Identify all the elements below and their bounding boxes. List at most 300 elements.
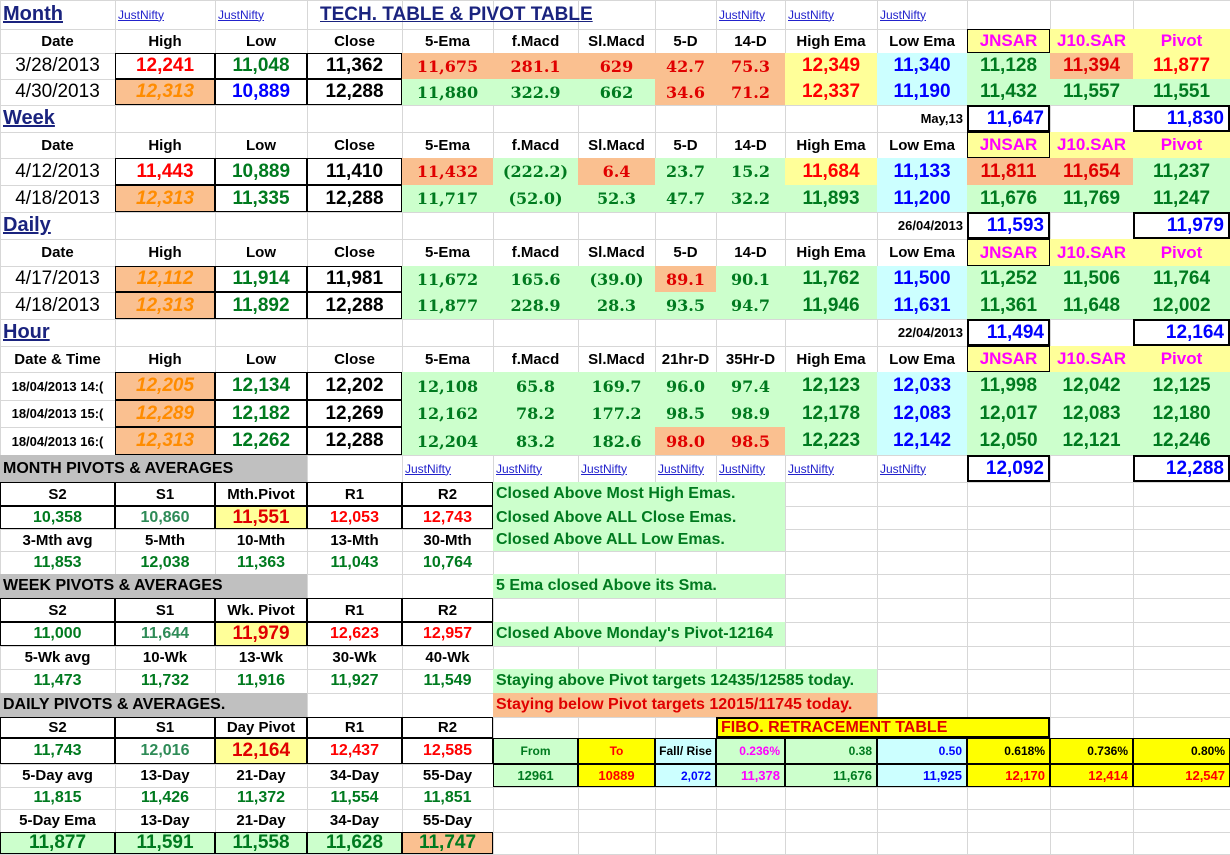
col-header-high_ema: High Ema [796,136,866,154]
cell-slmacd: 629 [578,53,655,79]
cell-low_ema: 11,631 [877,292,967,319]
cell-jnsar: 12,017 [967,400,1050,427]
col-header-low_ema: Low Ema [889,350,955,368]
cell-j10sar: 11,557 [1050,79,1133,105]
cell-pivot: 12,246 [1133,427,1230,455]
cell-d14: 98.5 [716,427,785,455]
ema-header: 5-Day Ema [19,812,96,829]
cell-high_ema: 12,337 [785,79,877,105]
summary-pivot: 12,164 [1133,319,1230,346]
cell-fmacd: 65.8 [493,372,578,400]
col-header-low_ema: Low Ema [889,136,955,154]
cell-date: 4/17/2013 [15,268,100,289]
cell-d14: 97.4 [716,372,785,400]
cell-d5: 96.0 [655,372,716,400]
cell-d5: 98.5 [655,400,716,427]
cell-pivot: 12,002 [1133,292,1230,319]
ema-header: 34-Day [329,812,380,829]
note: 5 Ema closed Above its Sma. [493,574,785,598]
watermark-link: JustNifty [405,461,452,476]
cell-ema5: 12,108 [402,372,493,400]
pivot-header: Wk. Pivot [215,598,307,622]
pivot-value: 12,623 [307,622,402,646]
pivot-value: 12,437 [307,738,402,764]
pivot-value: 12,957 [402,622,493,646]
fibo-header: 0.38 [785,738,877,764]
summary-label: 22/04/2013 [897,325,963,340]
pivot-header: R1 [307,717,402,738]
pivot-header: R1 [307,482,402,506]
col-header-fmacd: f.Macd [511,136,560,154]
pivot-header: S2 [0,717,115,738]
pivot-header: R2 [402,598,493,622]
cell-close: 11,410 [307,158,402,185]
watermark-link: JustNifty [719,7,766,22]
cell-jnsar: 11,252 [967,266,1050,292]
col-header-date_time: Date & Time [14,350,101,368]
pivot-value: 11,000 [0,622,115,646]
col-header-high_ema: High Ema [796,244,866,261]
cell-d14: 71.2 [716,79,785,105]
cell-pivot: 11,877 [1133,53,1230,79]
cell-date: 18/04/2013 14:( [11,378,104,394]
watermark-link: JustNifty [880,461,927,476]
cell-low_ema: 11,200 [877,185,967,212]
cell-d14: 90.1 [716,266,785,292]
col-header-low: Low [246,32,276,50]
cell-high: 11,443 [115,158,215,185]
cell-jnsar: 11,998 [967,372,1050,400]
col-header-high: High [148,32,182,50]
note: Staying above Pivot targets 12435/12585 today. [493,669,877,693]
cell-high: 12,313 [115,79,215,105]
avg-header: 3-Mth avg [22,531,93,549]
cell-ema5: 11,877 [402,292,493,319]
cell-fmacd: 165.6 [493,266,578,292]
watermark-link: JustNifty [788,461,835,476]
avg-value: 11,853 [33,553,82,571]
fibo-value: 11,378 [716,764,785,787]
avg-header: 10-Mth [236,531,286,549]
pivot-header: S2 [0,598,115,622]
cell-d5: 98.0 [655,427,716,455]
col-header-d14: 14-D [734,32,767,50]
summary-pivot: 11,830 [1133,105,1230,132]
col-header-ema5: 5-Ema [424,244,471,261]
cell-j10sar: 12,042 [1050,372,1133,400]
fibo-header: From [493,738,578,764]
cell-pivot: 12,180 [1133,400,1230,427]
avg-header: 40-Wk [425,649,470,666]
avg-header: 21-Day [236,767,286,784]
pivot-value: 11,979 [215,622,307,646]
cell-jnsar: 11,432 [967,79,1050,105]
col-header-d5: 5-D [673,32,698,50]
fibo-header: 0.80% [1133,738,1230,764]
cell-d14: 15.2 [716,158,785,185]
summary-pivot: 11,979 [1133,212,1230,239]
cell-fmacd: 228.9 [493,292,578,319]
cell-d14: 94.7 [716,292,785,319]
pivot-value: 12,164 [215,738,307,764]
cell-d5: 42.7 [655,53,716,79]
avg-value: 11,732 [140,672,190,689]
ema-value: 11,558 [215,832,307,854]
avg-value: 11,815 [33,789,82,806]
col-header-jnsar: JNSAR [967,29,1050,53]
block-title-daily-pivots: DAILY PIVOTS & AVERAGES. [0,693,307,717]
avg-value: 11,426 [140,789,190,806]
cell-pivot: 11,551 [1133,79,1230,105]
cell-jnsar: 11,361 [967,292,1050,319]
fibo-value: 10889 [578,764,655,787]
cell-close: 12,202 [307,372,402,400]
ema-value: 11,747 [402,832,493,854]
cell-slmacd: 28.3 [578,292,655,319]
summary-label: May,13 [920,111,963,126]
avg-value: 11,554 [330,789,379,806]
summary-jnsar: 12,092 [967,455,1050,482]
col-header-pivot: Pivot [1133,29,1230,53]
cell-jnsar: 11,676 [967,185,1050,212]
section-title-week: Week [3,107,55,129]
pivot-header: Day Pivot [215,717,307,738]
fibo-value: 2,072 [655,764,716,787]
col-header-slmacd: Sl.Macd [588,136,645,154]
fibo-value: 11,925 [877,764,967,787]
avg-header: 5-Mth [145,531,185,549]
note: Closed Above Most High Emas. [493,482,785,506]
pivot-header: S1 [115,598,215,622]
cell-low: 10,889 [215,158,307,185]
cell-j10sar: 12,121 [1050,427,1133,455]
note: Closed Above ALL Close Emas. [493,506,785,529]
cell-fmacd: (222.2) [493,158,578,185]
pivot-value: 11,644 [115,622,215,646]
ema-header: 21-Day [236,812,286,829]
col-header-low_ema: Low Ema [889,32,955,50]
avg-header: 34-Day [329,767,380,784]
col-header-d14: 14-D [734,244,767,261]
cell-j10sar: 11,654 [1050,158,1133,185]
fibo-title: FIBO. RETRACEMENT TABLE [716,717,1050,738]
fibo-header: Fall/ Rise [655,738,716,764]
cell-d5: 47.7 [655,185,716,212]
summary-jnsar: 11,593 [967,212,1050,239]
cell-fmacd: 281.1 [493,53,578,79]
avg-value: 11,372 [236,789,286,806]
cell-date: 4/30/2013 [15,81,100,102]
cell-high: 12,112 [115,266,215,292]
cell-j10sar: 11,394 [1050,53,1133,79]
summary-pivot: 12,288 [1133,455,1230,482]
avg-value: 12,038 [140,553,190,571]
col-header-high: High [148,350,182,368]
cell-fmacd: (52.0) [493,185,578,212]
col-header-slmacd: Sl.Macd [588,244,645,261]
cell-high: 12,313 [115,185,215,212]
pivot-value: 12,016 [115,738,215,764]
pivot-header: R2 [402,717,493,738]
cell-ema5: 12,204 [402,427,493,455]
col-header-j10sar: J10.SAR [1050,239,1133,266]
pivot-header: S1 [115,717,215,738]
col-header-j10sar: J10.SAR [1050,132,1133,158]
cell-j10sar: 11,506 [1050,266,1133,292]
avg-header: 30-Mth [423,531,472,549]
fibo-header: 0.50 [877,738,967,764]
col-header-fmacd: f.Macd [511,244,560,261]
cell-ema5: 12,162 [402,400,493,427]
cell-jnsar: 11,128 [967,53,1050,79]
cell-slmacd: 182.6 [578,427,655,455]
fibo-value: 12,414 [1050,764,1133,787]
watermark-link: JustNifty [719,461,766,476]
pivot-header: S1 [115,482,215,506]
avg-header: 30-Wk [332,649,377,666]
watermark-link: JustNifty [658,461,705,476]
avg-header: 13-Mth [330,531,379,549]
cell-d5: 93.5 [655,292,716,319]
pivot-header: R1 [307,598,402,622]
cell-d5: 89.1 [655,266,716,292]
summary-label: 26/04/2013 [897,218,963,233]
cell-high_ema: 12,123 [785,372,877,400]
fibo-header: 0.736% [1050,738,1133,764]
ema-value: 11,877 [0,832,115,854]
avg-value: 10,764 [423,553,472,571]
section-title-hour: Hour [3,321,50,343]
cell-close: 11,981 [307,266,402,292]
cell-date: 4/12/2013 [15,160,100,182]
cell-close: 12,288 [307,79,402,105]
col-header-slmacd: Sl.Macd [588,32,645,50]
cell-date: 4/18/2013 [15,294,100,316]
col-header-high_ema: High Ema [796,350,866,368]
col-header-high_ema: High Ema [796,32,866,50]
col-header-slmacd: Sl.Macd [588,350,645,368]
summary-jnsar: 11,647 [967,105,1050,132]
cell-low: 12,182 [215,400,307,427]
avg-value: 11,851 [423,789,472,806]
col-header-date: Date [41,32,74,50]
cell-fmacd: 322.9 [493,79,578,105]
col-header-close: Close [334,32,375,50]
fibo-header: 0.618% [967,738,1050,764]
watermark-link: JustNifty [218,7,265,22]
col-header-close: Close [334,244,375,261]
col-header-pivot: Pivot [1133,132,1230,158]
cell-high: 12,205 [115,372,215,400]
pivot-value: 12,053 [307,506,402,529]
col-header-date: Date [41,244,74,261]
cell-high_ema: 11,893 [785,185,877,212]
section-title-daily: Daily [3,214,51,236]
avg-header: 5-Day avg [22,767,93,784]
col-header-hr35: 35Hr-D [725,350,776,368]
col-header-low: Low [246,350,276,368]
ema-header: 55-Day [422,812,473,829]
fibo-value: 12,547 [1133,764,1230,787]
pivot-header: Mth.Pivot [215,482,307,506]
watermark-link: JustNifty [118,7,165,22]
avg-value: 11,549 [423,672,472,689]
cell-high: 12,241 [115,53,215,79]
cell-low_ema: 12,142 [877,427,967,455]
cell-d14: 98.9 [716,400,785,427]
col-header-high: High [148,136,182,154]
note: Closed Above Monday's Pivot-12164 [493,622,785,646]
fibo-value: 11,676 [785,764,877,787]
cell-j10sar: 12,083 [1050,400,1133,427]
cell-ema5: 11,675 [402,53,493,79]
col-header-low_ema: Low Ema [889,244,955,261]
cell-ema5: 11,717 [402,185,493,212]
note: Staying below Pivot targets 12015/11745 today. [493,693,877,717]
col-header-fmacd: f.Macd [511,32,560,50]
col-header-ema5: 5-Ema [424,350,471,368]
cell-close: 12,269 [307,400,402,427]
fibo-header: 0.236% [716,738,785,764]
page-title: TECH. TABLE & PIVOT TABLE [320,3,593,25]
avg-value: 11,363 [236,553,286,571]
avg-value: 11,927 [330,672,379,689]
watermark-link: JustNifty [788,7,835,22]
col-header-date: Date [41,136,74,154]
cell-date: 18/04/2013 15:( [11,406,104,421]
pivot-value: 10,860 [115,506,215,529]
cell-ema5: 11,880 [402,79,493,105]
col-header-pivot: Pivot [1133,239,1230,266]
col-header-close: Close [334,136,375,154]
avg-header: 55-Day [422,767,473,784]
cell-high_ema: 12,349 [785,53,877,79]
cell-high_ema: 12,223 [785,427,877,455]
col-header-low: Low [246,244,276,261]
col-header-ema5: 5-Ema [424,136,471,154]
cell-low: 11,914 [215,266,307,292]
cell-high_ema: 11,684 [785,158,877,185]
col-header-jnsar: JNSAR [967,239,1050,266]
pivot-value: 11,551 [215,506,307,529]
col-header-jnsar: JNSAR [967,346,1050,372]
pivot-value: 12,743 [402,506,493,529]
cell-slmacd: 169.7 [578,372,655,400]
cell-pivot: 11,764 [1133,266,1230,292]
avg-value: 11,916 [236,672,286,689]
ema-value: 11,628 [307,832,402,854]
cell-high_ema: 11,762 [785,266,877,292]
cell-high_ema: 11,946 [785,292,877,319]
watermark-link: JustNifty [496,461,543,476]
cell-low: 12,262 [215,427,307,455]
pivot-header: S2 [0,482,115,506]
cell-low_ema: 12,033 [877,372,967,400]
cell-low: 10,889 [215,79,307,105]
cell-pivot: 12,125 [1133,372,1230,400]
section-title-month: Month [3,3,63,25]
watermark-link: JustNifty [581,461,628,476]
cell-close: 12,288 [307,427,402,455]
pivot-header: R2 [402,482,493,506]
cell-slmacd: 177.2 [578,400,655,427]
cell-close: 12,288 [307,185,402,212]
note: Closed Above ALL Low Emas. [493,529,785,551]
col-header-d5: 5-D [673,136,698,154]
ema-value: 11,591 [115,832,215,854]
cell-slmacd: 662 [578,79,655,105]
avg-header: 13-Day [140,767,190,784]
fibo-header: To [578,738,655,764]
summary-jnsar: 11,494 [967,319,1050,346]
cell-high_ema: 12,178 [785,400,877,427]
cell-fmacd: 78.2 [493,400,578,427]
cell-high: 12,313 [115,292,215,319]
col-header-hr21: 21hr-D [661,350,710,368]
pivot-value: 12,585 [402,738,493,764]
cell-low: 11,048 [215,53,307,79]
cell-low_ema: 12,083 [877,400,967,427]
block-title-month-pivots: MONTH PIVOTS & AVERAGES [0,455,307,482]
cell-fmacd: 83.2 [493,427,578,455]
pivot-value: 10,358 [0,506,115,529]
cell-low_ema: 11,340 [877,53,967,79]
col-header-close: Close [334,350,375,368]
cell-jnsar: 11,811 [967,158,1050,185]
cell-j10sar: 11,648 [1050,292,1133,319]
cell-date: 18/04/2013 16:( [11,433,104,449]
cell-ema5: 11,432 [402,158,493,185]
cell-pivot: 11,237 [1133,158,1230,185]
cell-slmacd: (39.0) [578,266,655,292]
fibo-value: 12,170 [967,764,1050,787]
col-header-d5: 5-D [673,244,698,261]
avg-value: 11,473 [33,672,82,689]
avg-value: 11,043 [330,553,379,571]
cell-d5: 34.6 [655,79,716,105]
cell-j10sar: 11,769 [1050,185,1133,212]
avg-header: 5-Wk avg [24,649,91,666]
cell-low: 11,335 [215,185,307,212]
cell-high: 12,289 [115,400,215,427]
cell-low_ema: 11,190 [877,79,967,105]
cell-high: 12,313 [115,427,215,455]
pivot-value: 11,743 [0,738,115,764]
cell-ema5: 11,672 [402,266,493,292]
ema-header: 13-Day [140,812,190,829]
cell-low: 11,892 [215,292,307,319]
cell-pivot: 11,247 [1133,185,1230,212]
cell-date: 3/28/2013 [15,55,100,76]
cell-slmacd: 6.4 [578,158,655,185]
cell-close: 12,288 [307,292,402,319]
col-header-jnsar: JNSAR [967,132,1050,158]
cell-low: 12,134 [215,372,307,400]
col-header-j10sar: J10.SAR [1050,346,1133,372]
cell-d5: 23.7 [655,158,716,185]
cell-jnsar: 12,050 [967,427,1050,455]
cell-low_ema: 11,500 [877,266,967,292]
fibo-value: 12961 [493,764,578,787]
col-header-fmacd: f.Macd [511,350,560,368]
cell-date: 4/18/2013 [15,187,100,209]
watermark-link: JustNifty [880,7,927,22]
cell-slmacd: 52.3 [578,185,655,212]
cell-d14: 75.3 [716,53,785,79]
col-header-high: High [148,244,182,261]
cell-d14: 32.2 [716,185,785,212]
block-title-week-pivots: WEEK PIVOTS & AVERAGES [0,574,307,598]
